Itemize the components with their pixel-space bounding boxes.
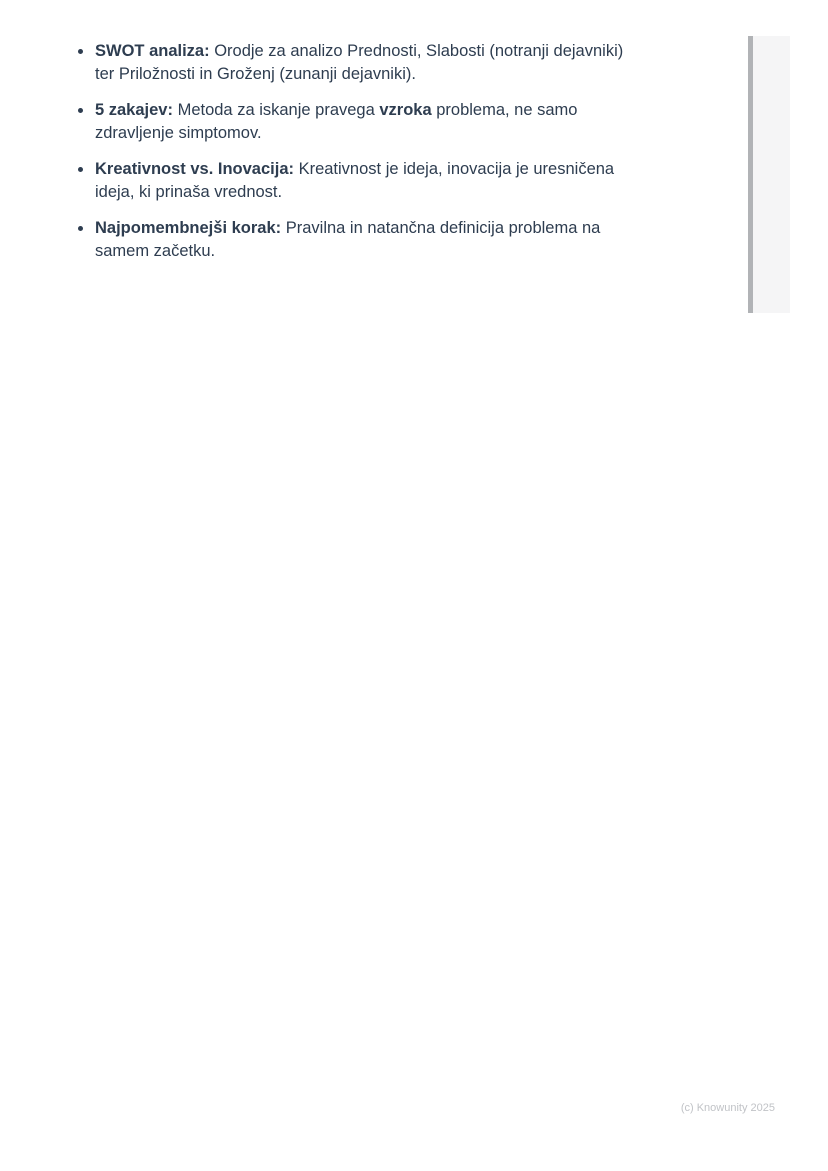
bullet-list bbox=[95, 40, 623, 263]
list-item bbox=[95, 40, 623, 86]
bold-text: 5 zakajev: bbox=[95, 101, 173, 119]
regular-text: zdravljenje simptomov. bbox=[95, 124, 262, 142]
regular-text: ter Priložnosti in Groženj (zunanji dejavniki). bbox=[95, 65, 416, 83]
text-line bbox=[95, 240, 623, 263]
footer-copyright: (c) Knowunity 2025 bbox=[680, 1102, 775, 1114]
regular-text: Orodje za analizo Prednosti, Slabosti (notranji dejavniki) bbox=[209, 42, 624, 60]
text-line bbox=[95, 181, 623, 204]
regular-text: samem začetku. bbox=[95, 242, 216, 260]
text-line bbox=[95, 63, 623, 86]
bold-text: Najpomembnejši korak: bbox=[95, 219, 282, 237]
text-line bbox=[95, 99, 623, 122]
bullet-dot-icon bbox=[78, 49, 83, 54]
text-line bbox=[95, 122, 623, 145]
text-line bbox=[95, 158, 623, 181]
regular-text: ideja, ki prinaša vrednost. bbox=[95, 183, 283, 201]
bullet-dot-icon bbox=[78, 108, 83, 113]
text-line bbox=[95, 217, 623, 240]
bold-text: vzroka bbox=[379, 101, 432, 119]
bold-text: Kreativnost vs. Inovacija: bbox=[95, 160, 294, 178]
scrollbar-track[interactable] bbox=[753, 36, 790, 313]
regular-text: problema, ne samo bbox=[431, 101, 578, 119]
document-content bbox=[95, 40, 623, 276]
regular-text: Pravilna in natančna definicija problema na bbox=[281, 219, 601, 237]
scrollbar bbox=[748, 36, 790, 313]
text-line bbox=[95, 40, 623, 63]
regular-text: Metoda za iskanje pravega bbox=[172, 101, 380, 119]
bullet-dot-icon bbox=[78, 226, 83, 231]
list-item bbox=[95, 217, 623, 263]
bold-text: SWOT analiza: bbox=[95, 42, 210, 60]
bullet-dot-icon bbox=[78, 167, 83, 172]
regular-text: Kreativnost je ideja, inovacija je uresničena bbox=[294, 160, 615, 178]
list-item bbox=[95, 158, 623, 204]
list-item bbox=[95, 99, 623, 145]
